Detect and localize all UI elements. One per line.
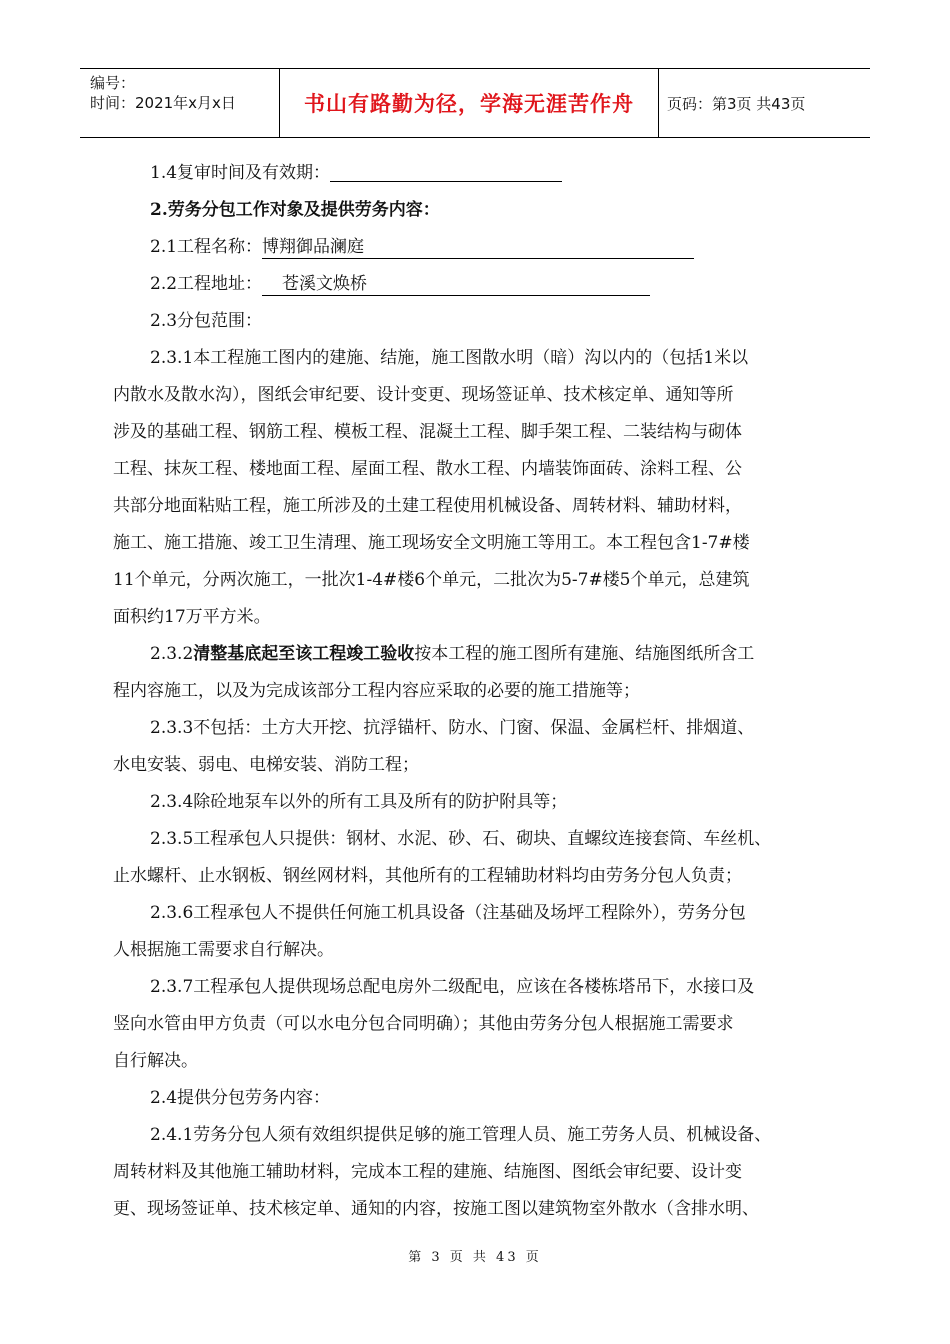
section-2-3-6-line: 2.3.6工程承包人不提供任何施工机具设备（注基础及场坪工程除外），劳务分包: [150, 903, 746, 923]
section-2-3-3-line: 水电安装、弱电、电梯安装、消防工程；: [113, 755, 419, 775]
section-2-3-1-line: 面积约17万平方米。: [113, 607, 271, 627]
section-2-4: 2.4提供分包劳务内容：: [150, 1088, 331, 1108]
section-2-3-4: 2.3.4除砼地泵车以外的所有工具及所有的防护附具等；: [150, 792, 568, 812]
section-2-3-1-line: 涉及的基础工程、钢筋工程、模板工程、混凝土工程、脚手架工程、二装结构与砌体: [113, 422, 742, 442]
section-2-3-2-line: 程内容施工，以及为完成该部分工程内容应采取的必要的施工措施等；: [113, 681, 640, 701]
section-2-4-1-line: 2.4.1劳务分包人须有效组织提供足够的施工管理人员、施工劳务人员、机械设备、: [150, 1125, 772, 1145]
section-2-4-1-line: 周转材料及其他施工辅助材料，完成本工程的建施、结施图、图纸会审纪要、设计变: [113, 1162, 742, 1182]
section-2-3-1-line: 2.3.1本工程施工图内的建施、结施，施工图散水明（暗）沟以内的（包括1米以: [150, 348, 749, 368]
project-address: 苍溪文焕桥: [262, 273, 650, 296]
blank-line: [330, 159, 562, 182]
document-body: [113, 155, 853, 1228]
number-label: 编号：: [90, 74, 136, 92]
page-footer: 第 3 页 共 43 页: [408, 1250, 542, 1265]
motto: 书山有路勤为径，学海无涯苦作舟: [280, 69, 659, 137]
section-2-1: 2.1工程名称：博翔御品澜庭: [113, 229, 853, 266]
bold-phrase: 清整基底起至该工程竣工验收: [193, 644, 415, 664]
header-meta: [80, 69, 280, 137]
section-2-2: 2.2工程地址： 苍溪文焕桥: [113, 266, 853, 303]
section-2-title: 2.劳务分包工作对象及提供劳务内容：: [150, 200, 440, 220]
section-2-3-2: 2.3.2清整基底起至该工程竣工验收按本工程的施工图所有建施、结施图纸所含工: [150, 644, 755, 664]
section-2-3-7-line: 2.3.7工程承包人提供现场总配电房外二级配电，应该在各楼栋塔吊下，水接口及: [150, 977, 755, 997]
section-2-4-1-line: 更、现场签证单、技术核定单、通知的内容，按施工图以建筑物室外散水（含排水明、: [113, 1199, 759, 1219]
section-2-3-5-line: 止水螺杆、止水钢板、钢丝网材料，其他所有的工程辅助材料均由劳务分包人负责；: [113, 866, 742, 886]
section-2-3-3-line: 2.3.3不包括：土方大开挖、抗浮锚杆、防水、门窗、保温、金属栏杆、排烟道、: [150, 718, 755, 738]
project-name: 博翔御品澜庭: [262, 236, 694, 259]
section-2-3: 2.3分包范围：: [150, 311, 263, 331]
section-1-4: 1.4复审时间及有效期：: [113, 155, 853, 192]
section-2-3-1-line: 内散水及散水沟），图纸会审纪要、设计变更、现场签证单、技术核定单、通知等所: [113, 385, 734, 405]
page-label: 页码：第3页 共43页: [667, 94, 806, 113]
section-2-3-1-line: 共部分地面粘贴工程，施工所涉及的土建工程使用机械设备、周转材料、辅助材料，: [113, 496, 742, 516]
section-2-3-7-line: 竖向水管由甲方负责（可以水电分包合同明确）；其他由劳务分包人根据施工需要求: [113, 1014, 734, 1034]
section-2-3-1-line: 施工、施工措施、竣工卫生清理、施工现场安全文明施工等用工。本工程包含1-7#楼: [113, 533, 750, 553]
page-header: [80, 68, 870, 138]
section-2-3-1-line: 工程、抹灰工程、楼地面工程、屋面工程、散水工程、内墙装饰面砖、涂料工程、公: [113, 459, 742, 479]
date-label: 时间：2021年x月x日: [90, 94, 236, 112]
section-2-3-5-line: 2.3.5工程承包人只提供：钢材、水泥、砂、石、砌块、直螺纹连接套筒、车丝机、: [150, 829, 772, 849]
section-2-3-1-line: 11个单元，分两次施工，一批次1-4#楼6个单元，二批次为5-7#楼5个单元，总建筑: [113, 570, 750, 590]
section-2-3-6-line: 人根据施工需要求自行解决。: [113, 940, 334, 960]
section-2-3-7-line: 自行解决。: [113, 1051, 198, 1071]
